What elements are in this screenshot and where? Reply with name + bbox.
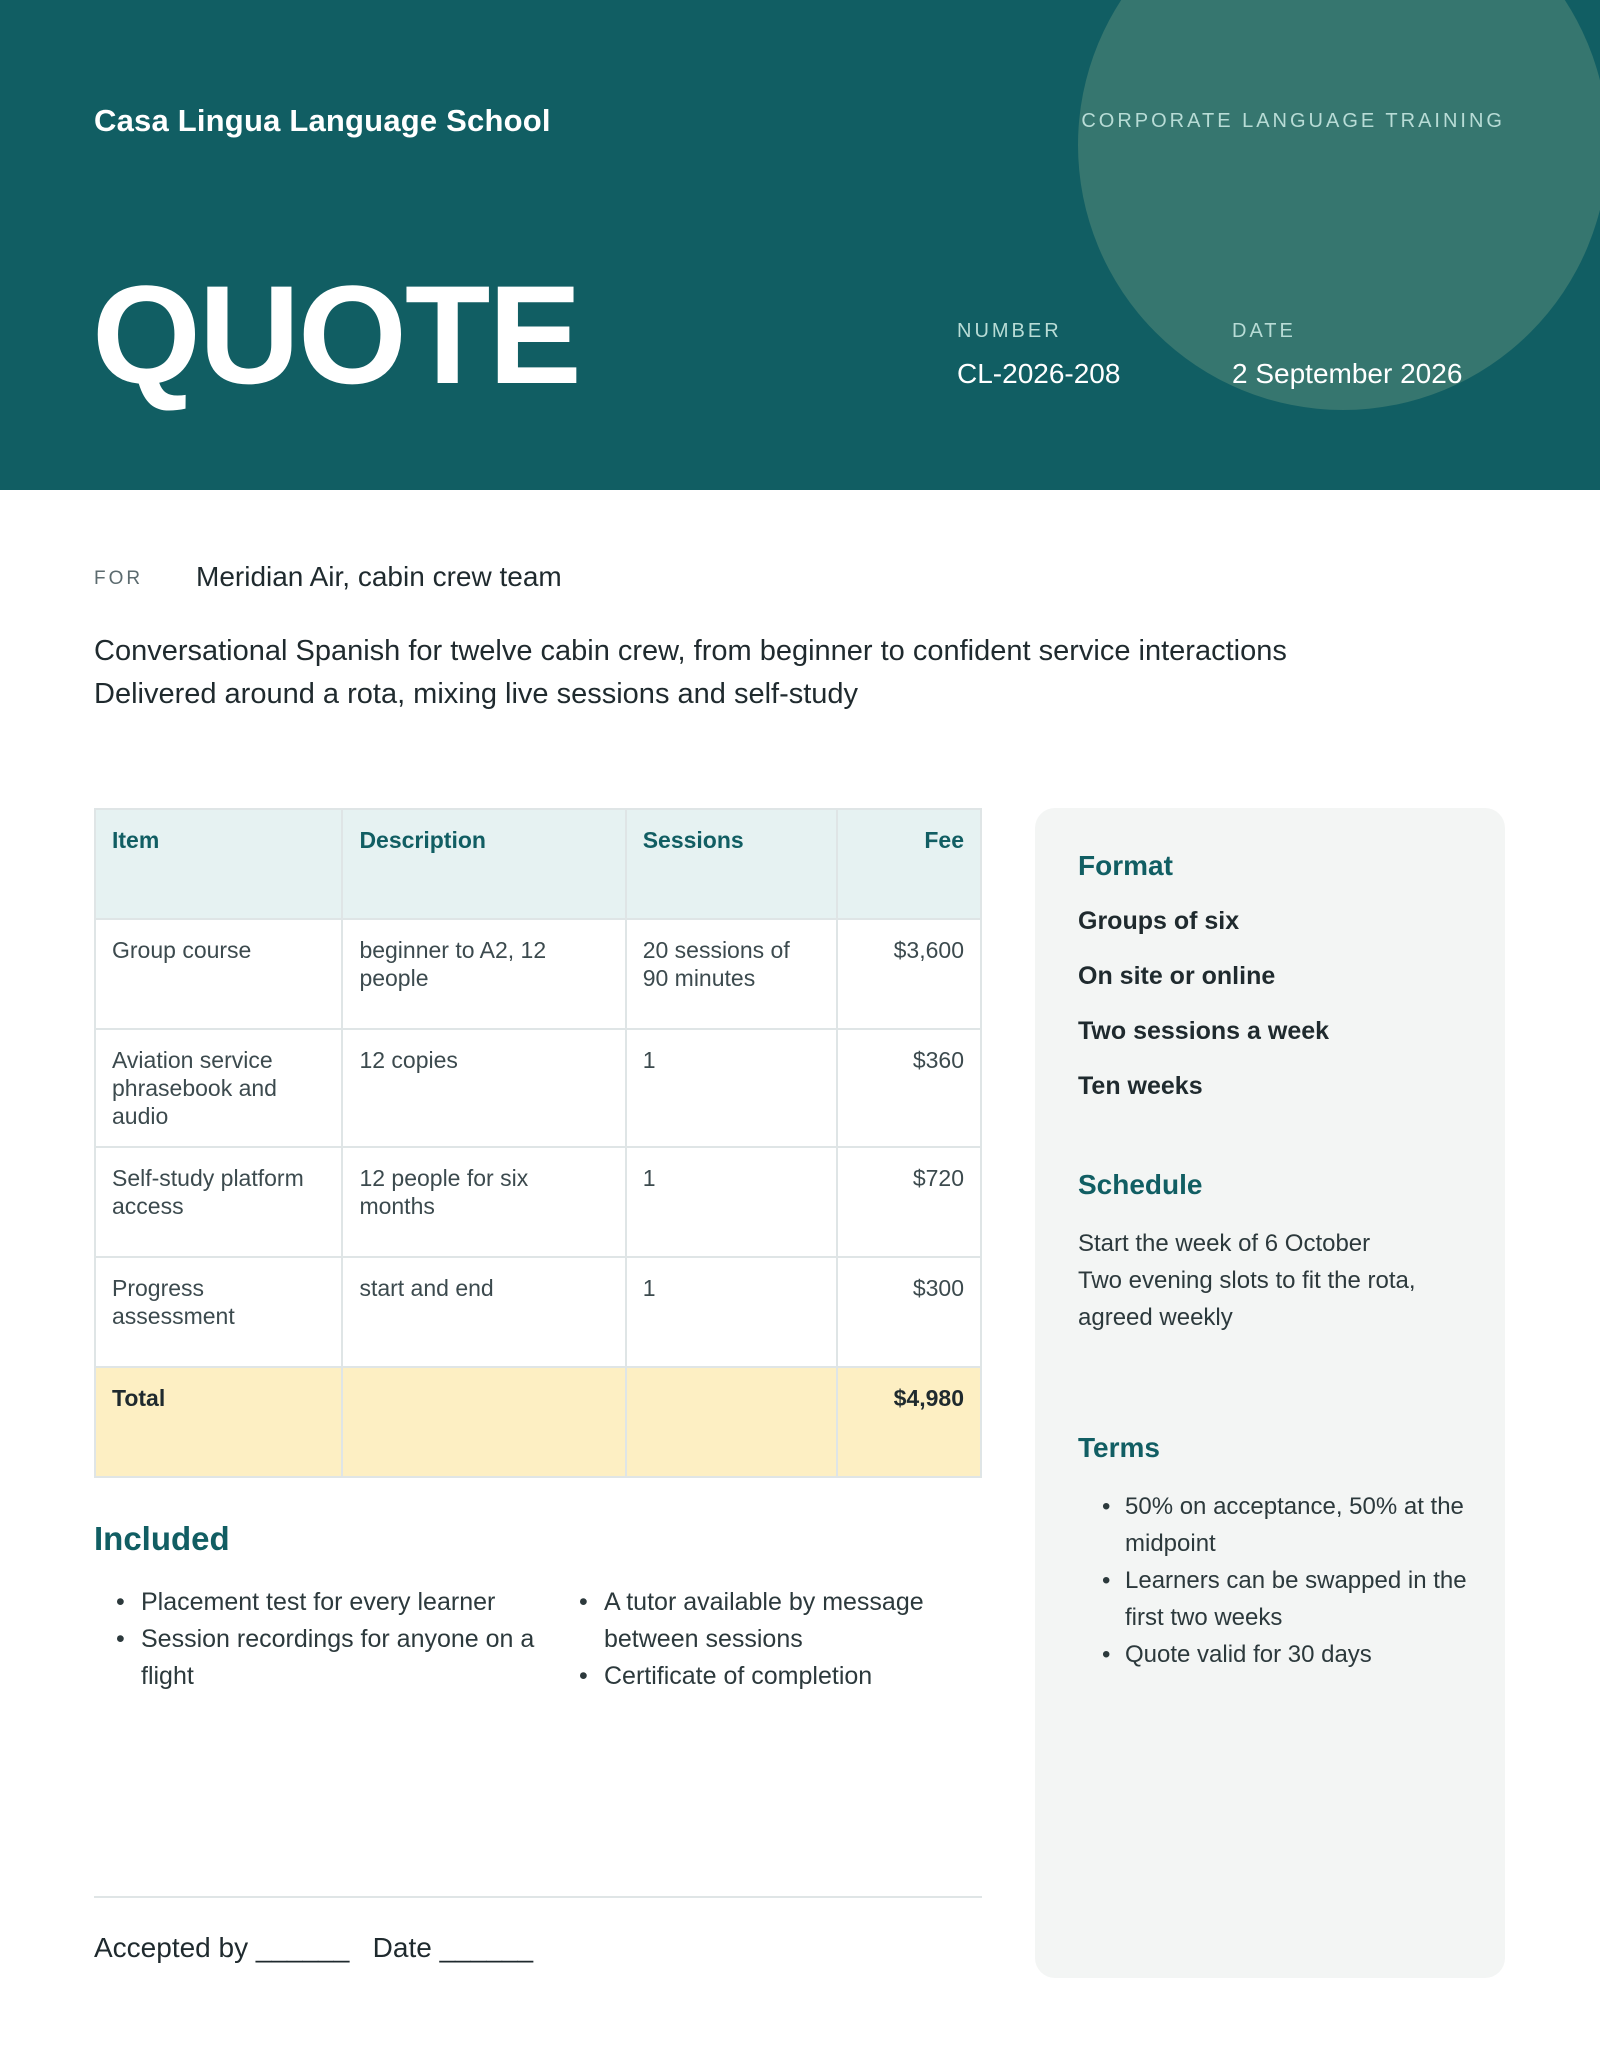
table-row (95, 1147, 981, 1257)
row-item: Self-study platform access (95, 1147, 342, 1257)
list-item: • Session recordings for anyone on a flight (94, 1621, 564, 1695)
row-fee: $300 (837, 1257, 981, 1367)
header-description: Description (342, 809, 625, 919)
row-sessions: 1 (626, 1147, 838, 1257)
format-item: Two sessions a week (1078, 1017, 1330, 1045)
row-fee: $720 (837, 1147, 981, 1257)
list-item: • Quote valid for 30 days (1078, 1636, 1498, 1673)
list-item: • Certificate of completion (557, 1658, 987, 1695)
decorative-circle (1078, 0, 1600, 410)
fee-table (94, 808, 982, 1478)
list-item: • 50% on acceptance, 50% at the midpoint (1078, 1488, 1498, 1562)
row-sessions: 1 (626, 1257, 838, 1367)
date-label: DATE (1232, 320, 1296, 342)
table-row (95, 919, 981, 1029)
header-sessions: Sessions (626, 809, 838, 919)
accepted-by-label: Accepted by (94, 1932, 249, 1963)
intro-line-1: Conversational Spanish for twelve cabin crew, from beginner to confident service interactions (94, 635, 1287, 667)
list-item: • A tutor available by message between sessions (557, 1584, 987, 1658)
for-label: FOR (94, 568, 144, 589)
format-item: Groups of six (1078, 907, 1240, 935)
row-description: 12 copies (342, 1029, 625, 1147)
row-sessions: 20 sessions of 90 minutes (626, 919, 838, 1029)
accepted-by-blank[interactable]: ______ (255, 1932, 350, 1963)
format-item: On site or online (1078, 962, 1276, 990)
intro-line-2: Delivered around a rota, mixing live sessions and self-study (94, 678, 859, 710)
format-title: Format (1078, 850, 1173, 881)
list-item: • Learners can be swapped in the first two weeks (1078, 1562, 1498, 1636)
header-band (0, 0, 1600, 490)
header-item: Item (95, 809, 342, 919)
quote-date: 2 September 2026 (1232, 358, 1463, 389)
header-fee: Fee (837, 809, 981, 919)
included-list-left (94, 1584, 564, 1695)
total-empty-cell (342, 1367, 625, 1477)
signature-line (94, 1932, 533, 1964)
schedule-line-2: Two evening slots to fit the rota, agreed weekly (1078, 1267, 1416, 1331)
school-name: Casa Lingua Language School (94, 103, 551, 138)
document-title: QUOTE (92, 256, 580, 413)
quote-number: CL-2026-208 (957, 358, 1121, 389)
number-label: NUMBER (957, 320, 1062, 342)
row-fee: $360 (837, 1029, 981, 1147)
total-label: Total (95, 1367, 342, 1477)
list-item: • Placement test for every learner (94, 1584, 564, 1621)
signature-date-label: Date (372, 1932, 432, 1963)
row-sessions: 1 (626, 1029, 838, 1147)
schedule-title: Schedule (1078, 1169, 1203, 1200)
table-row (95, 1029, 981, 1147)
row-fee: $3,600 (837, 919, 981, 1029)
included-list-right (557, 1584, 987, 1695)
row-description: start and end (342, 1257, 625, 1367)
signature-divider (94, 1896, 982, 1898)
included-title: Included (94, 1520, 230, 1557)
terms-title: Terms (1078, 1432, 1160, 1463)
client-name: Meridian Air, cabin crew team (196, 561, 562, 592)
tagline: CORPORATE LANGUAGE TRAINING (1081, 110, 1505, 132)
table-row (95, 1257, 981, 1367)
terms-list (1078, 1488, 1498, 1673)
row-description: 12 people for six months (342, 1147, 625, 1257)
total-amount: $4,980 (837, 1367, 981, 1477)
format-item: Ten weeks (1078, 1072, 1203, 1100)
schedule-text (1078, 1225, 1478, 1336)
intro (94, 630, 1287, 716)
total-empty-cell (626, 1367, 838, 1477)
row-item: Progress assessment (95, 1257, 342, 1367)
table-header-row (95, 809, 981, 919)
row-description: beginner to A2, 12 people (342, 919, 625, 1029)
row-item: Aviation service phrasebook and audio (95, 1029, 342, 1147)
row-item: Group course (95, 919, 342, 1029)
signature-date-blank[interactable]: ______ (439, 1932, 534, 1963)
total-row (95, 1367, 981, 1477)
schedule-line-1: Start the week of 6 October (1078, 1230, 1371, 1257)
